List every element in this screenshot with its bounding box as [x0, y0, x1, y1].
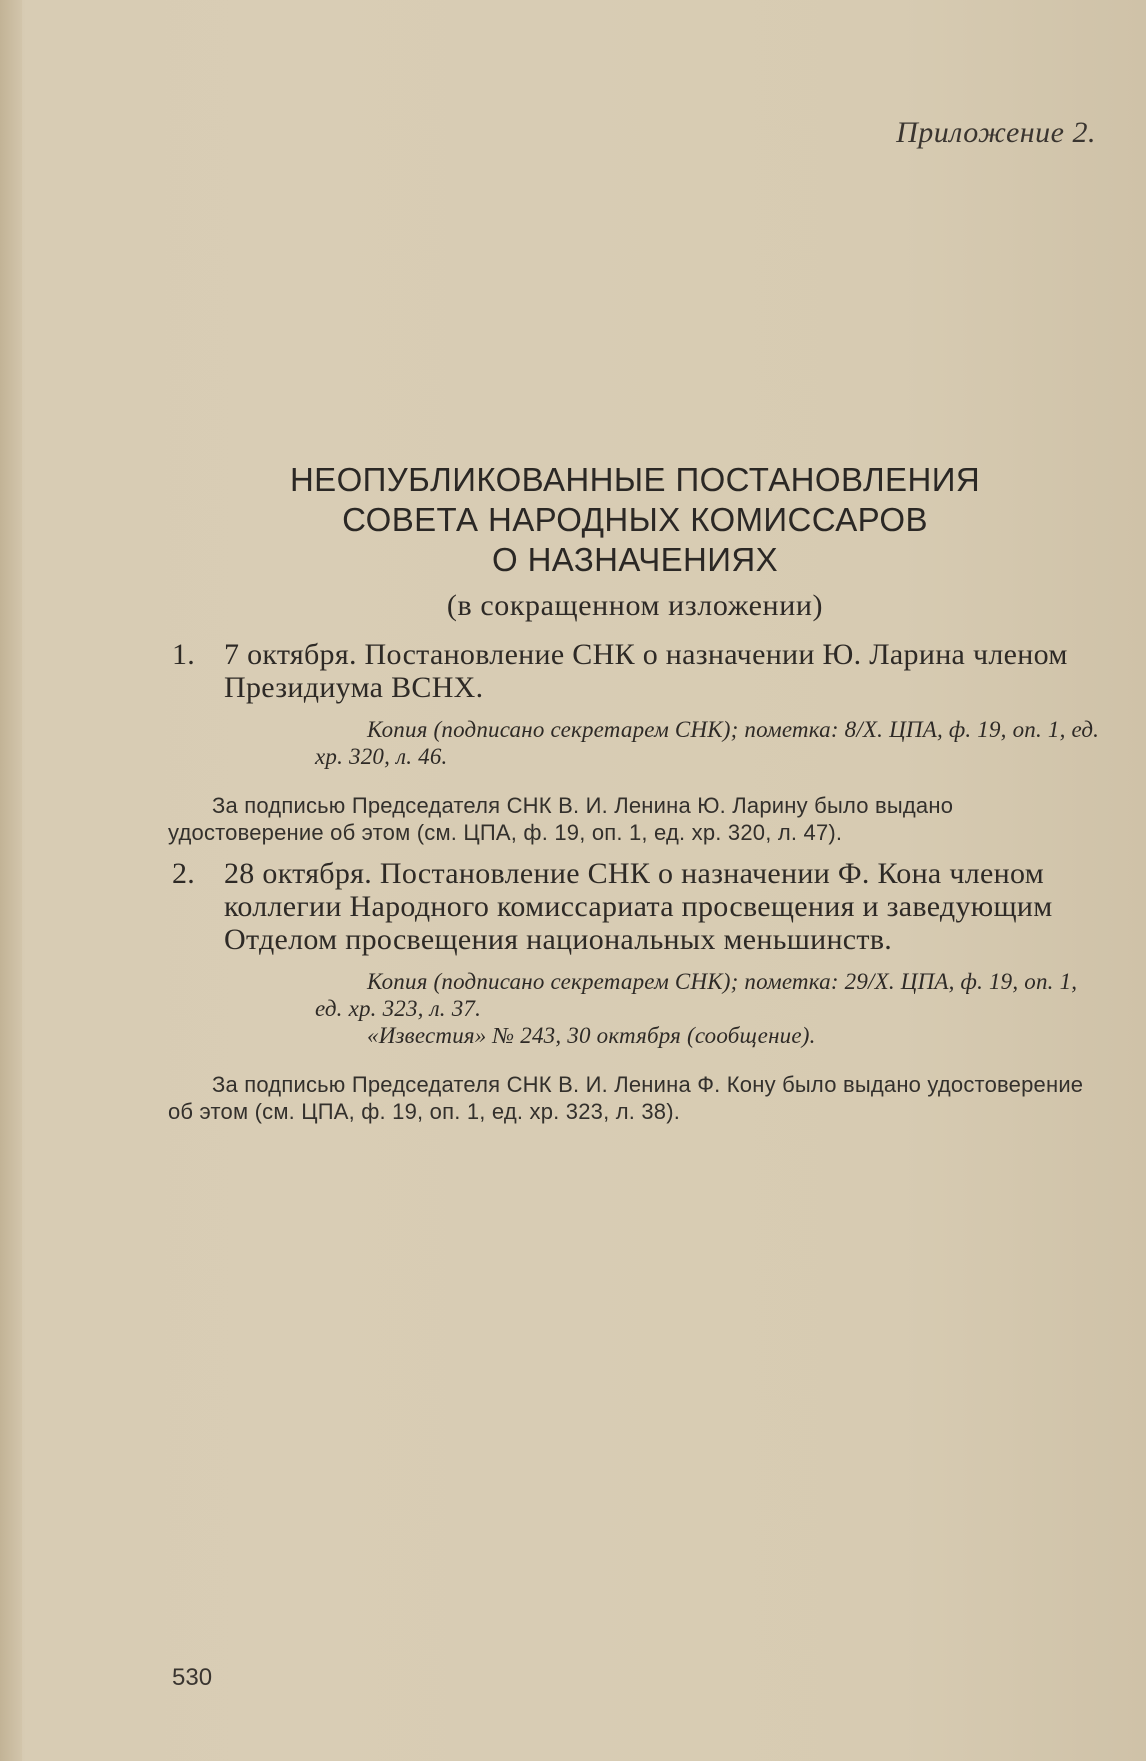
entry-text: 7 октября. Постановление СНК о назначении Ю. Ларина членом Президиума ВСНХ.	[224, 638, 1068, 704]
title-line-3: О НАЗНАЧЕНИЯХ	[491, 541, 779, 578]
page-number: 530	[172, 1664, 213, 1691]
entry-1	[168, 638, 1108, 846]
title-line-2: СОВЕТА НАРОДНЫХ КОМИССАРОВ	[342, 501, 928, 538]
entry-source: Копия (подписано секретарем СНК); пометка: 8/X. ЦПА, ф. 19, оп. 1, ед. хр. 320, л. 46.	[315, 717, 1100, 769]
entry-number: 2.	[172, 857, 196, 890]
appendix-label: Приложение 2.	[896, 116, 1096, 149]
page-spine-shadow	[0, 0, 22, 1761]
entry-extra-source: «Известия» № 243, 30 октября (сообщение).	[367, 1023, 816, 1048]
entry-note: За подписью Председателя СНК В. И. Ленина Ф. Кону было выдано удостоверение об этом (см. ЦПА, ф. 19, оп. 1, ед. хр. 323, л. 38).	[168, 1072, 1084, 1124]
entry-main-text	[168, 638, 1108, 704]
entry-number: 1.	[172, 638, 196, 671]
document-title	[160, 460, 1110, 628]
title-subtitle: (в сокращенном изложении)	[446, 589, 824, 622]
entry-text: 28 октября. Постановление СНК о назначении Ф. Кона членом коллегии Народного комиссариата просвещения и заведующим Отделом просвещения национальных меньшинств.	[224, 857, 1053, 956]
title-line-1: НЕОПУБЛИКОВАННЫЕ ПОСТАНОВЛЕНИЯ	[289, 461, 981, 498]
entry-note: За подписью Председателя СНК В. И. Ленина Ю. Ларину было выдано удостоверение об этом (см. ЦПА, ф. 19, оп. 1, ед. хр. 320, л. 47).	[168, 793, 954, 845]
entry-source: Копия (подписано секретарем СНК); пометка: 29/X. ЦПА, ф. 19, оп. 1, ед. хр. 323, л. 37.	[315, 969, 1078, 1021]
entry-main-text	[168, 857, 1108, 956]
entry-2	[168, 857, 1108, 1125]
